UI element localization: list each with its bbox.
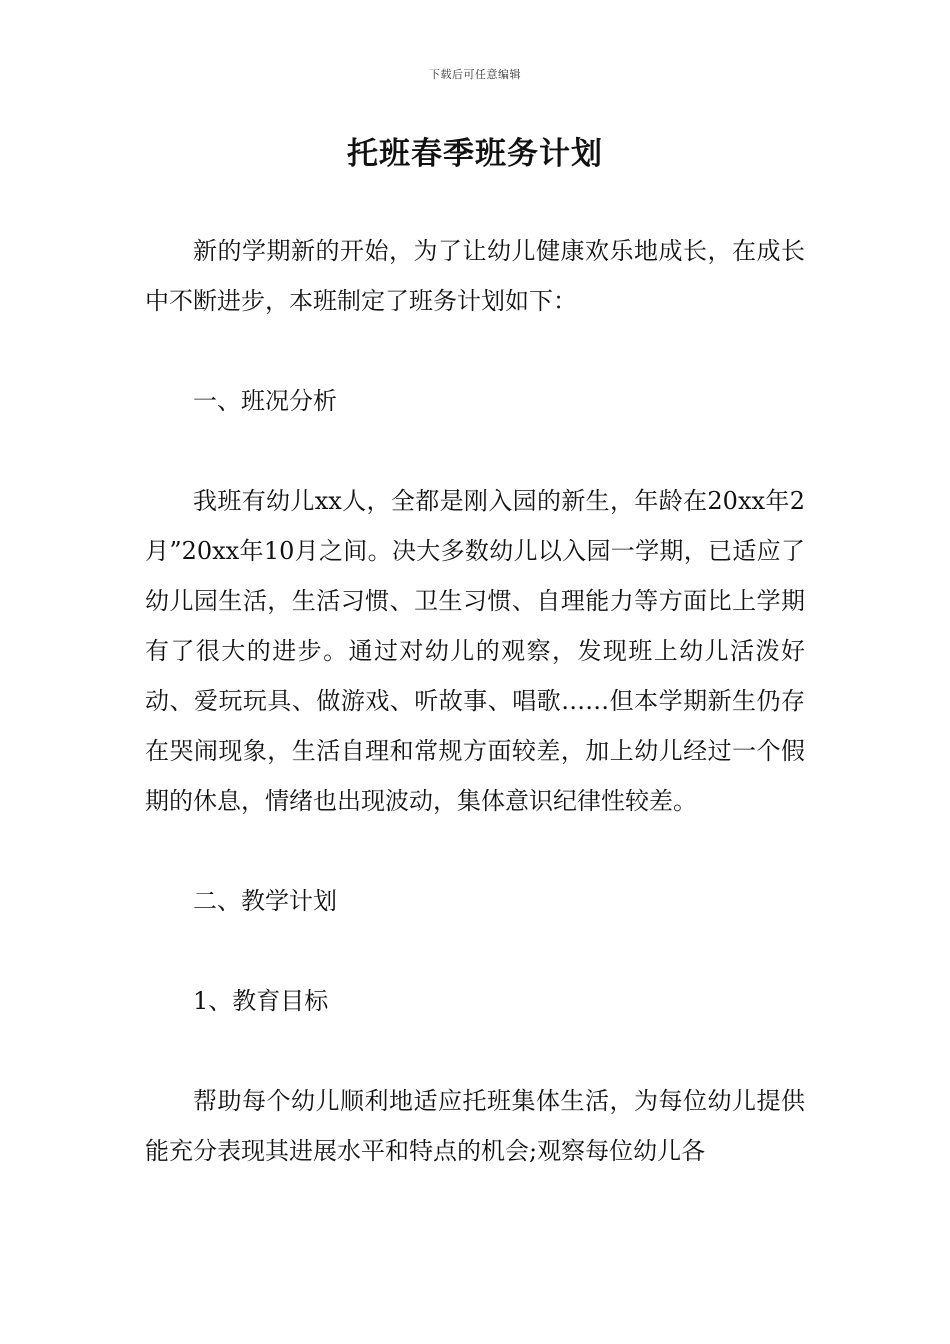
document-title: 托班春季班务计划 xyxy=(347,136,603,172)
section-heading-teaching-plan: 二、教学计划 xyxy=(193,887,337,915)
document-body xyxy=(145,226,805,1176)
education-goals-paragraph: 帮助每个幼儿顺利地适应托班集体生活，为每位幼儿提供能充分表现其进展水平和特点的机会;观察每位幼儿各 xyxy=(145,1087,805,1165)
intro-paragraph: 新的学期新的开始，为了让幼儿健康欢乐地成长，在成长中不断进步，本班制定了班务计划如下： xyxy=(145,237,805,315)
subsection-heading-education-goals: 1、教育目标 xyxy=(193,987,329,1015)
class-analysis-paragraph: 我班有幼儿xx人，全都是刚入园的新生，年龄在20xx年2月”20xx年10月之间。决大多数幼儿以入园一学期，已适应了幼儿园生活，生活习惯、卫生习惯、自理能力等方面比上学期有了很大的进步。通过对幼儿的观察，发现班上幼儿活泼好动、爱玩玩具、做游戏、听故事、唱歌……但本学期新生仍存在哭闹现象，生活自理和常规方面较差，加上幼儿经过一个假期的休息，情绪也出现波动，集体意识纪律性较差。 xyxy=(145,487,805,815)
header-note: 下载后可任意编辑 xyxy=(429,68,521,81)
section-heading-class-analysis: 一、班况分析 xyxy=(193,387,337,415)
